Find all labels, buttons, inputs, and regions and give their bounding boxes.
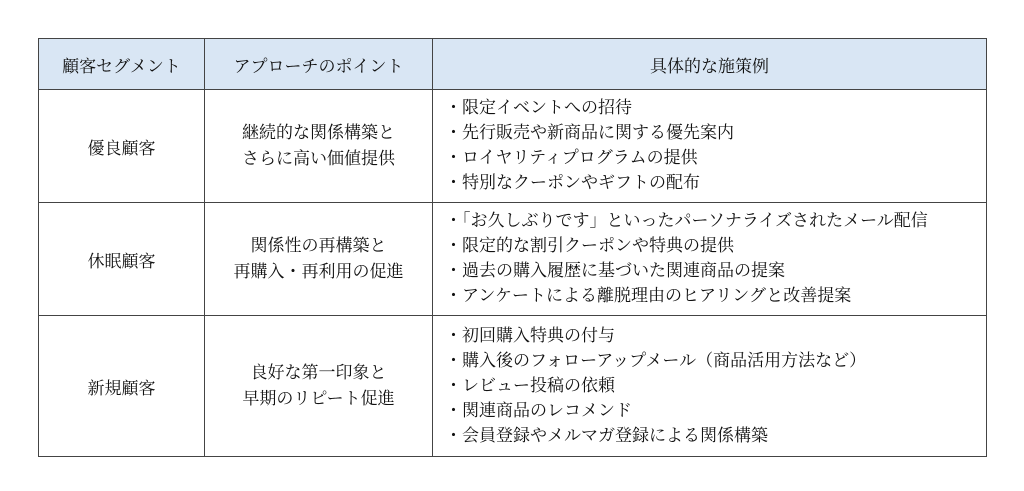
measures-list — [445, 96, 986, 196]
list-item: ・ レビュー投稿の依頼 — [445, 374, 986, 399]
approach-line: 早期のリピート促進 — [242, 389, 395, 409]
approach-line: 継続的な関係構築と — [242, 123, 395, 143]
measures-list — [445, 209, 986, 309]
table-row — [39, 203, 987, 316]
measures-cell — [433, 316, 987, 457]
measures-list — [445, 324, 986, 449]
approach-cell — [205, 90, 433, 203]
list-item: ・ 先行販売や新商品に関する優先案内 — [445, 121, 986, 146]
approach-line: さらに高い価値提供 — [242, 149, 395, 169]
list-item: ・ 特別なクーポンやギフトの配布 — [445, 171, 986, 196]
approach-cell — [205, 203, 433, 316]
approach-cell — [205, 316, 433, 457]
list-item: ・ 限定イベントへの招待 — [445, 96, 986, 121]
list-item: ・ 限定的な割引クーポンや特典の提供 — [445, 234, 986, 259]
list-item: ・ 「お久しぶりです」といったパーソナライズされたメール配信 — [445, 209, 986, 234]
approach-line: 良好な第一印象と — [250, 363, 387, 383]
segment-cell: 新規顧客 — [39, 316, 205, 457]
header-segment: 顧客セグメント — [39, 39, 205, 90]
customer-strategy-table — [38, 38, 987, 457]
table-row — [39, 316, 987, 457]
list-item: ・ ロイヤリティプログラムの提供 — [445, 146, 986, 171]
measures-cell — [433, 203, 987, 316]
header-measures: 具体的な施策例 — [433, 39, 987, 90]
table-row — [39, 90, 987, 203]
list-item: ・ 関連商品のレコメンド — [445, 399, 986, 424]
approach-line: 関係性の再構築と — [250, 236, 387, 256]
segment-cell: 優良顧客 — [39, 90, 205, 203]
table-header-row — [39, 39, 987, 90]
measures-cell — [433, 90, 987, 203]
segment-cell: 休眠顧客 — [39, 203, 205, 316]
list-item: ・ 初回購入特典の付与 — [445, 324, 986, 349]
list-item: ・ アンケートによる離脱理由のヒアリングと改善提案 — [445, 284, 986, 309]
header-approach: アプローチのポイント — [205, 39, 433, 90]
list-item: ・ 会員登録やメルマガ登録による関係構築 — [445, 424, 986, 449]
list-item: ・ 過去の購入履歴に基づいた関連商品の提案 — [445, 259, 986, 284]
list-item: ・ 購入後のフォローアップメール（商品活用方法など） — [445, 349, 986, 374]
approach-line: 再購入・再利用の促進 — [233, 262, 404, 282]
